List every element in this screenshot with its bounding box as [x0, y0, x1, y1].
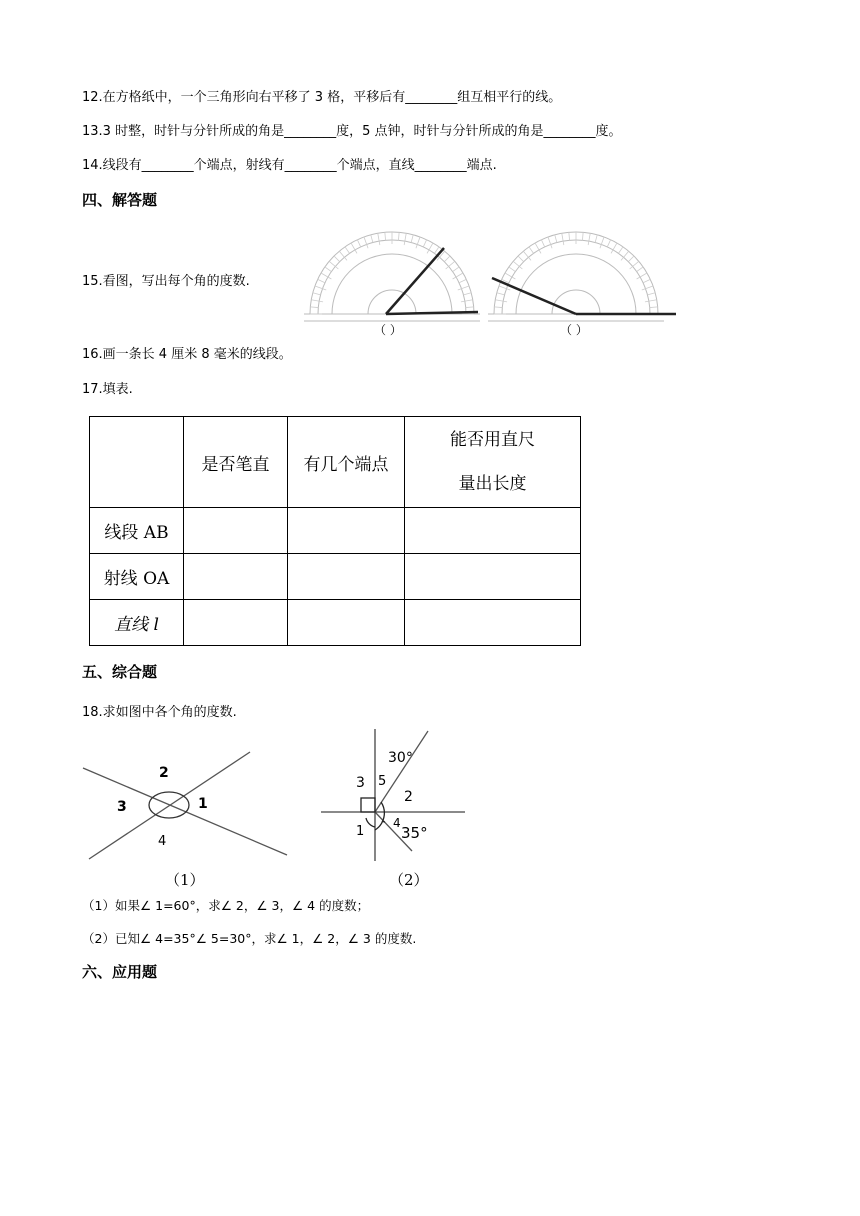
- protractor-tick: [357, 240, 360, 247]
- figure-2-caption: （2）: [389, 871, 429, 889]
- section-heading-6: 六、应用题: [82, 963, 158, 981]
- question-15: 15.看图，写出每个角的度数.: [82, 274, 250, 289]
- protractor-tick: [318, 279, 325, 282]
- protractor-tick: [642, 286, 653, 290]
- angle-label-4: 4: [158, 834, 167, 849]
- row-label-line: 直线 l: [90, 600, 184, 646]
- answer-cell[interactable]: [184, 508, 288, 554]
- header-measurable: [405, 417, 581, 508]
- protractor-tick: [600, 237, 604, 248]
- table-row: [90, 554, 581, 600]
- angle-label-5: 5: [378, 774, 387, 789]
- table-corner-cell: [90, 417, 184, 508]
- protractor-tick: [607, 240, 610, 247]
- protractor-tick: [416, 237, 420, 248]
- question-14: 14.线段有________个端点，射线有________个端点，直线________端点.: [82, 158, 497, 173]
- section-heading-5: 五、综合题: [82, 663, 158, 681]
- protractor-tick: [466, 307, 474, 308]
- protractor-tick: [461, 300, 473, 302]
- protractor-tick: [637, 267, 644, 272]
- row-label-segment: 线段 AB: [90, 508, 184, 554]
- angle-label-4: 4: [393, 816, 401, 830]
- header-measurable-line1: 能否用直尺: [450, 430, 535, 450]
- question-18-part-2: （2）已知∠ 4=35°∠ 5=30°，求∠ 1，∠ 2，∠ 3 的度数.: [82, 931, 417, 946]
- answer-blank-1: （ ）: [374, 323, 402, 337]
- table-row: [90, 508, 581, 554]
- question-18-part-1: （1）如果∠ 1=60°，求∠ 2，∠ 3，∠ 4 的度数；: [82, 898, 370, 913]
- protractor-tick: [628, 256, 634, 262]
- angle-label-1: 1: [198, 796, 208, 812]
- protractor-tick: [555, 235, 557, 243]
- protractor-tick: [458, 286, 469, 290]
- question-17: 17.填表.: [82, 382, 133, 397]
- protractor-tick: [494, 307, 502, 308]
- answer-cell[interactable]: [405, 508, 581, 554]
- protractor-tick: [315, 286, 326, 290]
- protractor-tick: [423, 240, 426, 247]
- table-header-row: [90, 417, 581, 508]
- protractor-tick: [588, 233, 590, 245]
- protractor-tick: [541, 240, 544, 247]
- protractor-tick: [643, 279, 650, 282]
- protractor-tick: [582, 232, 583, 240]
- header-measurable-line2: 量出长度: [458, 474, 527, 494]
- intersecting-lines-figure: [80, 745, 295, 865]
- protractor-figure-2: [478, 226, 678, 338]
- answer-cell[interactable]: [288, 554, 405, 600]
- protractor-tick: [497, 293, 505, 295]
- protractor-tick: [310, 307, 318, 308]
- header-endpoints: 有几个端点: [288, 417, 405, 508]
- question-16: 16.画一条长 4 厘米 8 毫米的线段。: [82, 347, 292, 362]
- answer-blank-2: （ ）: [560, 323, 588, 337]
- angle-label-2: 2: [404, 789, 413, 805]
- protractor-tick: [371, 235, 373, 243]
- angle-label-3: 3: [117, 799, 127, 815]
- protractor-tick: [562, 233, 564, 245]
- question-12: 12.在方格纸中，一个三角形向右平移了 3 格，平移后有________组互相平行的线。: [82, 90, 562, 105]
- protractor-tick: [647, 293, 655, 295]
- protractor-tick: [411, 235, 413, 243]
- protractor-tick: [618, 247, 623, 254]
- protractor-tick: [378, 233, 380, 245]
- protractor-tick: [548, 237, 552, 248]
- angle-label-1: 1: [356, 824, 365, 839]
- header-straight: 是否笔直: [184, 417, 288, 508]
- protractor-tick: [334, 256, 340, 262]
- protractor-tick: [345, 247, 350, 254]
- protractor-tick: [495, 300, 507, 302]
- protractor-tick: [313, 293, 321, 295]
- protractor-tick: [569, 232, 570, 240]
- row-label-ray: 射线 OA: [90, 554, 184, 600]
- protractor-tick: [311, 300, 323, 302]
- answer-cell[interactable]: [288, 508, 405, 554]
- angle-label-2: 2: [159, 765, 169, 781]
- table-row: [90, 600, 581, 646]
- protractor-tick: [364, 237, 368, 248]
- angle-label-3: 3: [356, 775, 365, 791]
- figure-1-caption: （1）: [165, 871, 205, 889]
- answer-cell[interactable]: [405, 554, 581, 600]
- protractor-tick: [509, 267, 516, 272]
- answer-cell[interactable]: [405, 600, 581, 646]
- protractor-tick: [518, 256, 524, 262]
- answer-cell[interactable]: [288, 600, 405, 646]
- answer-cell[interactable]: [184, 554, 288, 600]
- protractor-tick: [499, 286, 510, 290]
- label-35-degrees: 35°: [401, 824, 428, 842]
- protractor-tick: [398, 232, 399, 240]
- fill-in-table: [89, 416, 581, 646]
- protractor-tick: [434, 247, 439, 254]
- protractor-figure-1: [298, 226, 483, 338]
- protractor-tick: [444, 256, 450, 262]
- protractor-tick: [459, 279, 466, 282]
- protractor-tick: [529, 247, 534, 254]
- protractor-tick: [404, 233, 406, 245]
- protractor-tick: [650, 307, 658, 308]
- protractor-tick: [645, 300, 657, 302]
- protractor-tick: [325, 267, 332, 272]
- protractor-tick: [595, 235, 597, 243]
- answer-cell[interactable]: [184, 600, 288, 646]
- protractor-tick: [453, 267, 460, 272]
- protractor-tick: [385, 232, 386, 240]
- protractor-tick: [463, 293, 471, 295]
- question-18: 18.求如图中各个角的度数.: [82, 705, 237, 720]
- section-heading-4: 四、解答题: [82, 191, 158, 209]
- question-13: 13.3 时整，时针与分针所成的角是________度，5 点钟，时针与分针所成的角是________度。: [82, 124, 622, 139]
- label-30-degrees: 30°: [388, 750, 413, 766]
- angle-figure-2: [318, 725, 468, 865]
